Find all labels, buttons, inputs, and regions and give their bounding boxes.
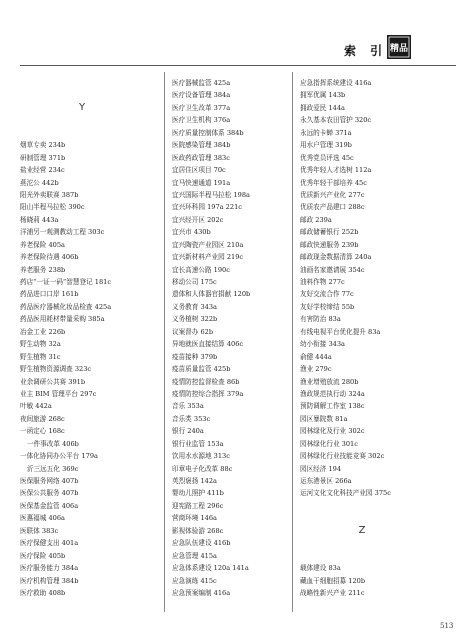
index-entry: 渔业增殖放流 280b [300,377,359,386]
index-entry: 移动公司 175c [172,278,217,286]
index-entry: 药店“一证一码”智慧登记 181c [20,278,112,286]
index-entry: 义务教育 343a [172,302,217,311]
index-entry: 养老服务 238b [20,265,66,274]
index-entry: 园区经济 194 [300,464,342,473]
index-entry: 印章电子化改革 88c [172,464,233,473]
index-entry: 迎宪路工程 296c [172,501,224,510]
index-entry: 医疗质量控制体系 384b [172,128,244,137]
index-entry: 盐业经营 234c [20,166,65,175]
index-entry: 药品医用耗材带量采购 385a [20,315,105,324]
index-entry: 预防调解工作室 138c [300,402,365,411]
entry-spacer [300,500,424,512]
index-entry: 应急管理 415a [172,551,217,560]
index-entry: 优秀年轻人才选树 112a [300,166,372,175]
index-entry: 邮政现金数据清算 240a [300,253,372,262]
index-entry: 遗体和人体器官捐献 120b [172,290,251,299]
index-entry: 疫情防控综合指挥 379a [172,389,244,398]
index-entry: 养老保险待遇 406b [20,253,79,262]
index-entry: 野生植物资源调查 323c [20,365,92,374]
index-entry: 异地就医直接结算 406c [172,340,244,349]
letter-heading: Z [358,524,366,536]
index-title: 索 引 [344,44,388,58]
index-entry: 医院感染管理 384b [172,141,231,150]
index-entry: 养老保险 405a [20,240,65,249]
index-entry: 邮政储蓄银行 252b [300,228,359,237]
index-entry: 友好交流合作 77c [300,290,354,299]
index-entry: 宜兴环科园 197a 221c [172,203,242,212]
index-entry: 叶敏 442a [20,402,52,411]
index-entry: 宜马快速通道 191a [172,178,231,187]
index-column-1 [20,77,144,599]
index-entry: 渔政规范执行动 324a [300,389,365,398]
column-divider [164,72,165,612]
index-entry: 野生植物 31c [20,352,61,361]
index-entry: 杨晓莉 443a [20,215,59,224]
index-entry: 油料作物 277c [300,278,345,286]
index-entry: 宜兴新材料产业园 219c [172,253,244,262]
index-entry: 优秀年轻干部培养 45c [300,178,367,187]
index-entry: 义务植树 322b [172,315,218,324]
entry-spacer [20,114,144,126]
index-entry: 运东港景区 266a [300,477,352,485]
index-entry: 医疗器械监管 425a [172,79,231,87]
index-entry: 医疗保健支出 401a [20,539,79,548]
index-entry: 宜居住区项目 70c [172,166,226,175]
book-logo-icon [386,34,412,60]
index-entry: 音乐 353a [172,402,204,411]
index-entry: 银行业监管 153a [172,439,224,448]
index-entry: 医惠福城 406a [20,514,65,523]
index-entry: 邮政 239a [300,215,332,224]
index-column-3 [300,77,424,599]
index-entry: 药品医疗器械化妆品检查 425a [20,302,112,311]
index-entry: 一件事改革 406b [27,439,79,448]
index-entry: 疫情防控监督检查 86b [172,377,240,386]
index-entry: 幼小衔接 343a [300,340,345,349]
index-entry: 永久基本农田管护 320c [300,116,372,125]
index-entry: 烟草专卖 234b [20,141,66,150]
index-entry: 医保服务网络 407b [20,477,79,485]
index-entry: 医疗卫生机构 376a [172,116,231,125]
index-entry: 友好学校缔结 55b [300,302,355,311]
index-entry: 一函定心 168c [20,427,65,436]
page-number: 513 [440,622,454,630]
index-entry: 拥军优属 143b [300,91,346,100]
index-entry: 饮用水水源地 313c [172,452,230,461]
index-entry: 冶金工业 226b [20,327,66,336]
index-entry: 业余调研公共赛 391b [20,377,86,386]
entry-spacer [300,550,424,562]
index-entry: 拥政爱民 144a [300,103,345,112]
index-entry: 应急演练 415c [172,576,217,585]
index-entry: 优质新兴产业化 277c [300,190,365,199]
index-entry: 医保公共服务 407b [20,489,79,498]
index-entry: 一体化协同办公平台 179a [20,452,98,461]
index-entry: 宜兴市 430b [172,228,211,237]
index-entry: 研制管理 371b [20,153,66,162]
index-entry: 医联体 383c [20,526,59,535]
index-entry: 音乐类 353c [172,414,211,423]
index-entry: 运河文化文化科技产业园 375c [300,489,391,498]
index-entry: 渔业 279c [300,365,332,374]
index-entry: 医疗服务能力 384a [20,564,79,573]
index-entry: 园林绿化行业技能竞赛 302c [300,452,385,461]
index-entry: 优秀党员评选 45c [300,153,354,162]
index-entry: 议案督办 62b [172,327,214,336]
index-entry: 燕沱公 442b [20,178,59,187]
index-entry: 邮政快递服务 239b [300,240,359,249]
index-entry: 阳光外卖联赛 387b [20,190,79,199]
entry-spacer [20,89,144,101]
svg-text:精品: 精品 [389,44,409,54]
index-entry: 载体建设 83a [300,564,341,573]
index-entry: 医保基金监管 406a [20,501,79,510]
index-entry: 英烈褒扬 142a [172,477,217,485]
index-entry: 银行 240a [172,427,204,436]
index-entry: 医疗设备管理 384a [172,91,231,100]
index-entry: 油画名家邀请展 354c [300,265,365,274]
index-entry: 战略性新兴产业 211c [300,588,365,597]
letter-heading: Y [78,101,86,113]
entry-spacer [300,512,424,524]
entry-spacer [20,77,144,89]
index-entry: 用水户管理 319b [300,141,352,150]
index-entry: 应急指挥系统建设 416a [300,79,372,87]
index-entry: 宜兴经开区 202c [172,215,224,224]
index-entry: 宜兴国际半程马拉松 198a [172,190,250,199]
index-entry: 医政药政管理 383c [172,153,230,162]
index-entry: 园林绿化行业 301c [300,439,358,448]
index-entry: 医疗救助 408b [20,588,66,597]
index-entry: 医疗保险 405b [20,551,66,560]
index-entry: 营商环境 146a [172,514,217,523]
index-entry: 园区暴院数 81a [300,414,348,423]
index-entry: 婴幼儿照护 411b [172,489,224,498]
index-entry: 医疗机构管理 384b [20,576,79,585]
index-entry: 疫苗质量监管 425b [172,365,231,374]
index-entry: 药品进口口岸 161b [20,290,79,299]
index-entry: 有线电视平台优化提升 83a [300,327,381,336]
index-entry: 野生动物 32a [20,340,61,349]
header-rule [20,65,456,66]
index-entry: 永远的卡蝉 371a [300,128,352,137]
index-entry: 应急体系建设 120a 141a [172,564,249,573]
index-entry: 阳山半程马拉松 390c [20,203,85,212]
index-entry: 有害防治 83a [300,315,341,324]
index-entry: 俞健 444a [300,352,332,361]
index-entry: 优质农产品建口 288c [300,203,365,212]
index-entry: 藏血干细胞招募 120b [300,576,366,585]
entry-spacer [20,127,144,139]
entry-spacer [300,537,424,549]
index-entry: 业主 BIM 管理平台 297c [20,389,97,398]
index-entry: 医疗卫生改革 377a [172,103,231,112]
index-entry: 影视体验游 268c [172,526,224,535]
index-entry: 沂三远五化 369c [27,464,79,473]
index-entry: 应急预案编制 416a [172,588,231,597]
index-entry: 疫苗接种 379b [172,352,218,361]
index-entry: 夜间旅游 268c [20,414,65,423]
index-entry: 洋浦另一观测教动工程 303c [20,228,105,237]
index-entry: 园林绿化及行业 302c [300,427,365,436]
index-entry: 应急队伍建设 416b [172,539,231,548]
index-column-2 [172,77,296,599]
index-entry: 宜长高速公路 190c [172,265,230,274]
index-entry: 宜兴陶瓷产业园区 210a [172,240,244,249]
